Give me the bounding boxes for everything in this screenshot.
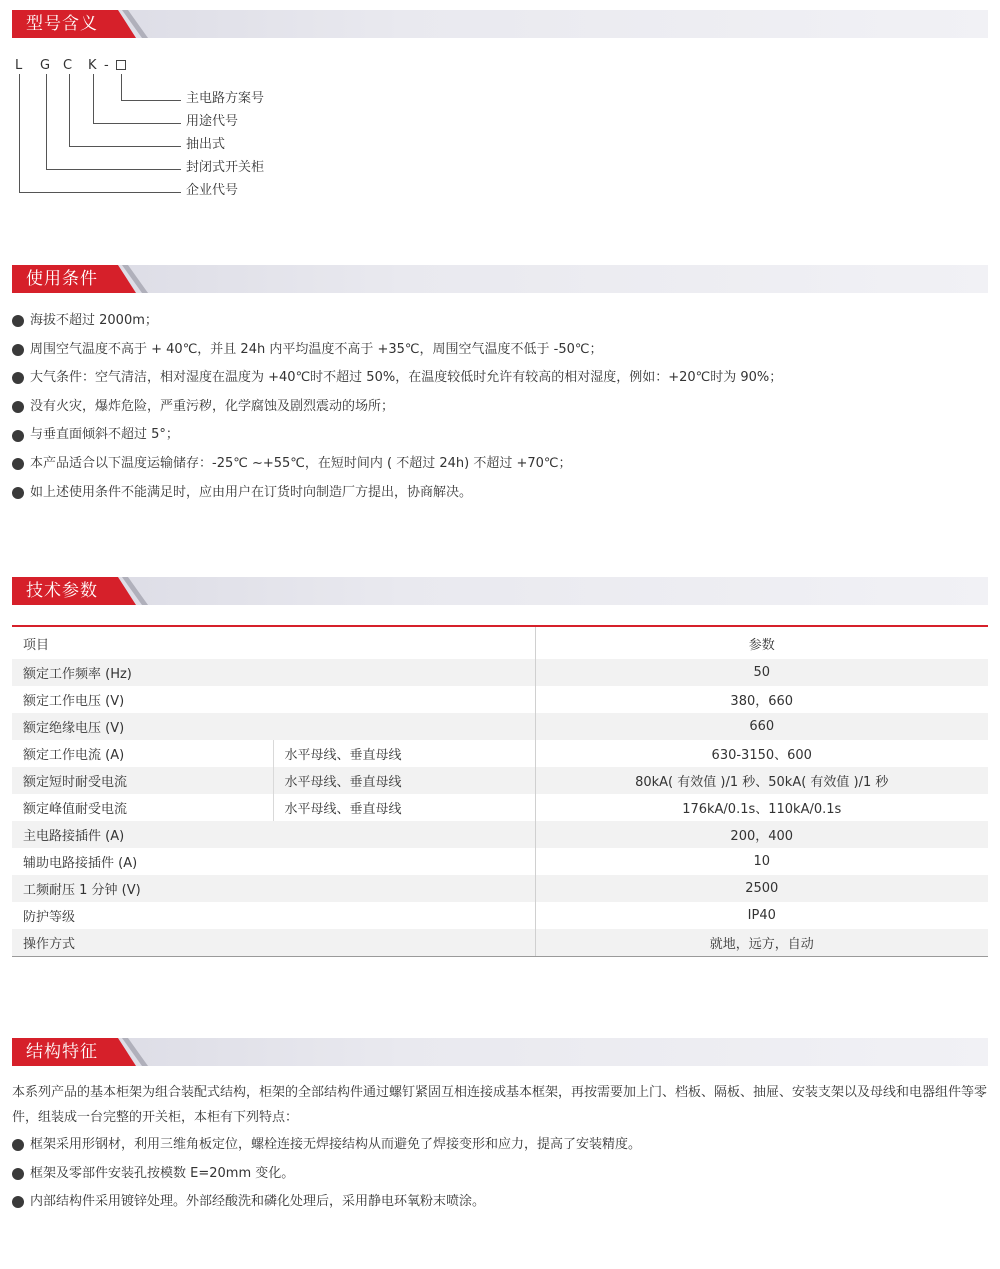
list-item: 本产品适合以下温度运输储存：-25℃ ~+55℃，在短时间内 ( 不超过 24h) 不超过 +70℃； — [12, 450, 992, 479]
table-cell-sub: 水平母线、垂直母线 — [273, 767, 535, 794]
code-letter-c: C — [63, 58, 73, 73]
diagram-label: 抽出式 — [186, 137, 226, 152]
connector-line — [93, 74, 94, 123]
list-item: 框架采用形钢材，利用三维角板定位，螺栓连接无焊接结构从而避免了焊接变形和应力，提高了安装精度。 — [12, 1131, 992, 1160]
table-cell-item: 防护等级 — [12, 902, 535, 929]
connector-line — [121, 74, 122, 100]
section-title: 型号含义 — [26, 14, 98, 34]
connector-line — [69, 74, 70, 146]
table-cell-sub: 水平母线、垂直母线 — [273, 794, 535, 821]
table-cell-item: 额定峰值耐受电流 — [12, 794, 273, 821]
list-item: 周围空气温度不高于 + 40℃，并且 24h 内平均温度不高于 +35℃，周围空气温度不低于 -50℃； — [12, 336, 992, 365]
table-row — [12, 767, 988, 794]
list-item: 大气条件：空气清洁，相对湿度在温度为 +40℃时不超过 50%，在温度较低时允许有较高的相对湿度，例如：+20℃时为 90%； — [12, 364, 992, 393]
code-dash: - — [104, 58, 109, 73]
table-cell-value: 660 — [535, 713, 988, 740]
code-letter-l: L — [15, 58, 23, 73]
table-cell-item: 辅助电路接插件 (A) — [12, 848, 535, 875]
model-diagram — [0, 0, 300, 210]
table-cell-item: 额定工作电流 (A) — [12, 740, 273, 767]
connector-line — [19, 192, 181, 193]
table-cell-value: 2500 — [535, 875, 988, 902]
table-header-item: 项目 — [12, 626, 535, 659]
table-row — [12, 902, 988, 929]
connector-line — [93, 123, 181, 124]
list-item: 没有火灾，爆炸危险，严重污秽，化学腐蚀及剧烈震动的场所； — [12, 393, 992, 422]
structure-list — [12, 1131, 992, 1217]
table-header-row — [12, 626, 988, 659]
section-header-structure — [12, 1038, 988, 1066]
table-cell-item: 额定绝缘电压 (V) — [12, 713, 535, 740]
list-item: 与垂直面倾斜不超过 5°； — [12, 421, 992, 450]
table-cell-value: IP40 — [535, 902, 988, 929]
table-row — [12, 713, 988, 740]
table-cell-value: 就地，远方，自动 — [535, 929, 988, 956]
table-cell-value: 630-3150、600 — [535, 740, 988, 767]
table-row — [12, 740, 988, 767]
diagram-label: 企业代号 — [186, 183, 239, 198]
connector-line — [121, 100, 181, 101]
section-header-tech — [12, 577, 988, 605]
table-row — [12, 848, 988, 875]
code-letter-k: K — [88, 58, 97, 73]
connector-line — [46, 169, 181, 170]
table-row — [12, 929, 988, 956]
table-cell-item: 额定工作电压 (V) — [12, 686, 535, 713]
table-cell-value: 10 — [535, 848, 988, 875]
diagram-label: 用途代号 — [186, 114, 239, 129]
table-cell-value: 200，400 — [535, 821, 988, 848]
code-box — [116, 60, 126, 70]
section-title: 使用条件 — [26, 269, 98, 289]
table-cell-item: 额定短时耐受电流 — [12, 767, 273, 794]
table-cell-value: 50 — [535, 659, 988, 686]
table-cell-item: 额定工作频率 (Hz) — [12, 659, 535, 686]
section-header-conditions — [12, 265, 988, 293]
connector-line — [69, 146, 181, 147]
tech-table — [12, 625, 988, 957]
connector-line — [46, 74, 47, 169]
table-row — [12, 659, 988, 686]
structure-intro: 本系列产品的基本柜架为组合装配式结构，柜架的全部结构件通过螺钉紧固互相连接成基本框架，再按需要加上门、档板、隔板、抽屉、安装支架以及母线和电器组件等零件，组装成一台完整的开关柜，本柜有下列特点： — [12, 1085, 988, 1125]
list-item: 框架及零部件安装孔按模数 E=20mm 变化。 — [12, 1160, 992, 1189]
diagram-label: 封闭式开关柜 — [186, 160, 265, 175]
table-cell-value: 380，660 — [535, 686, 988, 713]
table-header-param: 参数 — [535, 626, 988, 659]
list-item: 如上述使用条件不能满足时，应由用户在订货时向制造厂方提出，协商解决。 — [12, 479, 992, 508]
table-cell-item: 主电路接插件 (A) — [12, 821, 535, 848]
table-cell-value: 176kA/0.1s、110kA/0.1s — [535, 794, 988, 821]
table-row — [12, 875, 988, 902]
table-row — [12, 686, 988, 713]
list-item: 海拔不超过 2000m； — [12, 307, 992, 336]
diagram-label: 主电路方案号 — [186, 91, 265, 106]
table-cell-sub: 水平母线、垂直母线 — [273, 740, 535, 767]
section-title: 技术参数 — [26, 581, 98, 601]
table-cell-item: 操作方式 — [12, 929, 535, 956]
connector-line — [19, 74, 20, 192]
table-row — [12, 794, 988, 821]
list-item: 内部结构件采用镀锌处理。外部经酸洗和磷化处理后，采用静电环氧粉末喷涂。 — [12, 1188, 992, 1217]
table-cell-item: 工频耐压 1 分钟 (V) — [12, 875, 535, 902]
table-row — [12, 821, 988, 848]
code-letter-g: G — [40, 58, 51, 73]
section-title: 结构特征 — [26, 1042, 98, 1062]
table-cell-value: 80kA( 有效值 )/1 秒、50kA( 有效值 )/1 秒 — [535, 767, 988, 794]
conditions-list — [12, 307, 992, 507]
